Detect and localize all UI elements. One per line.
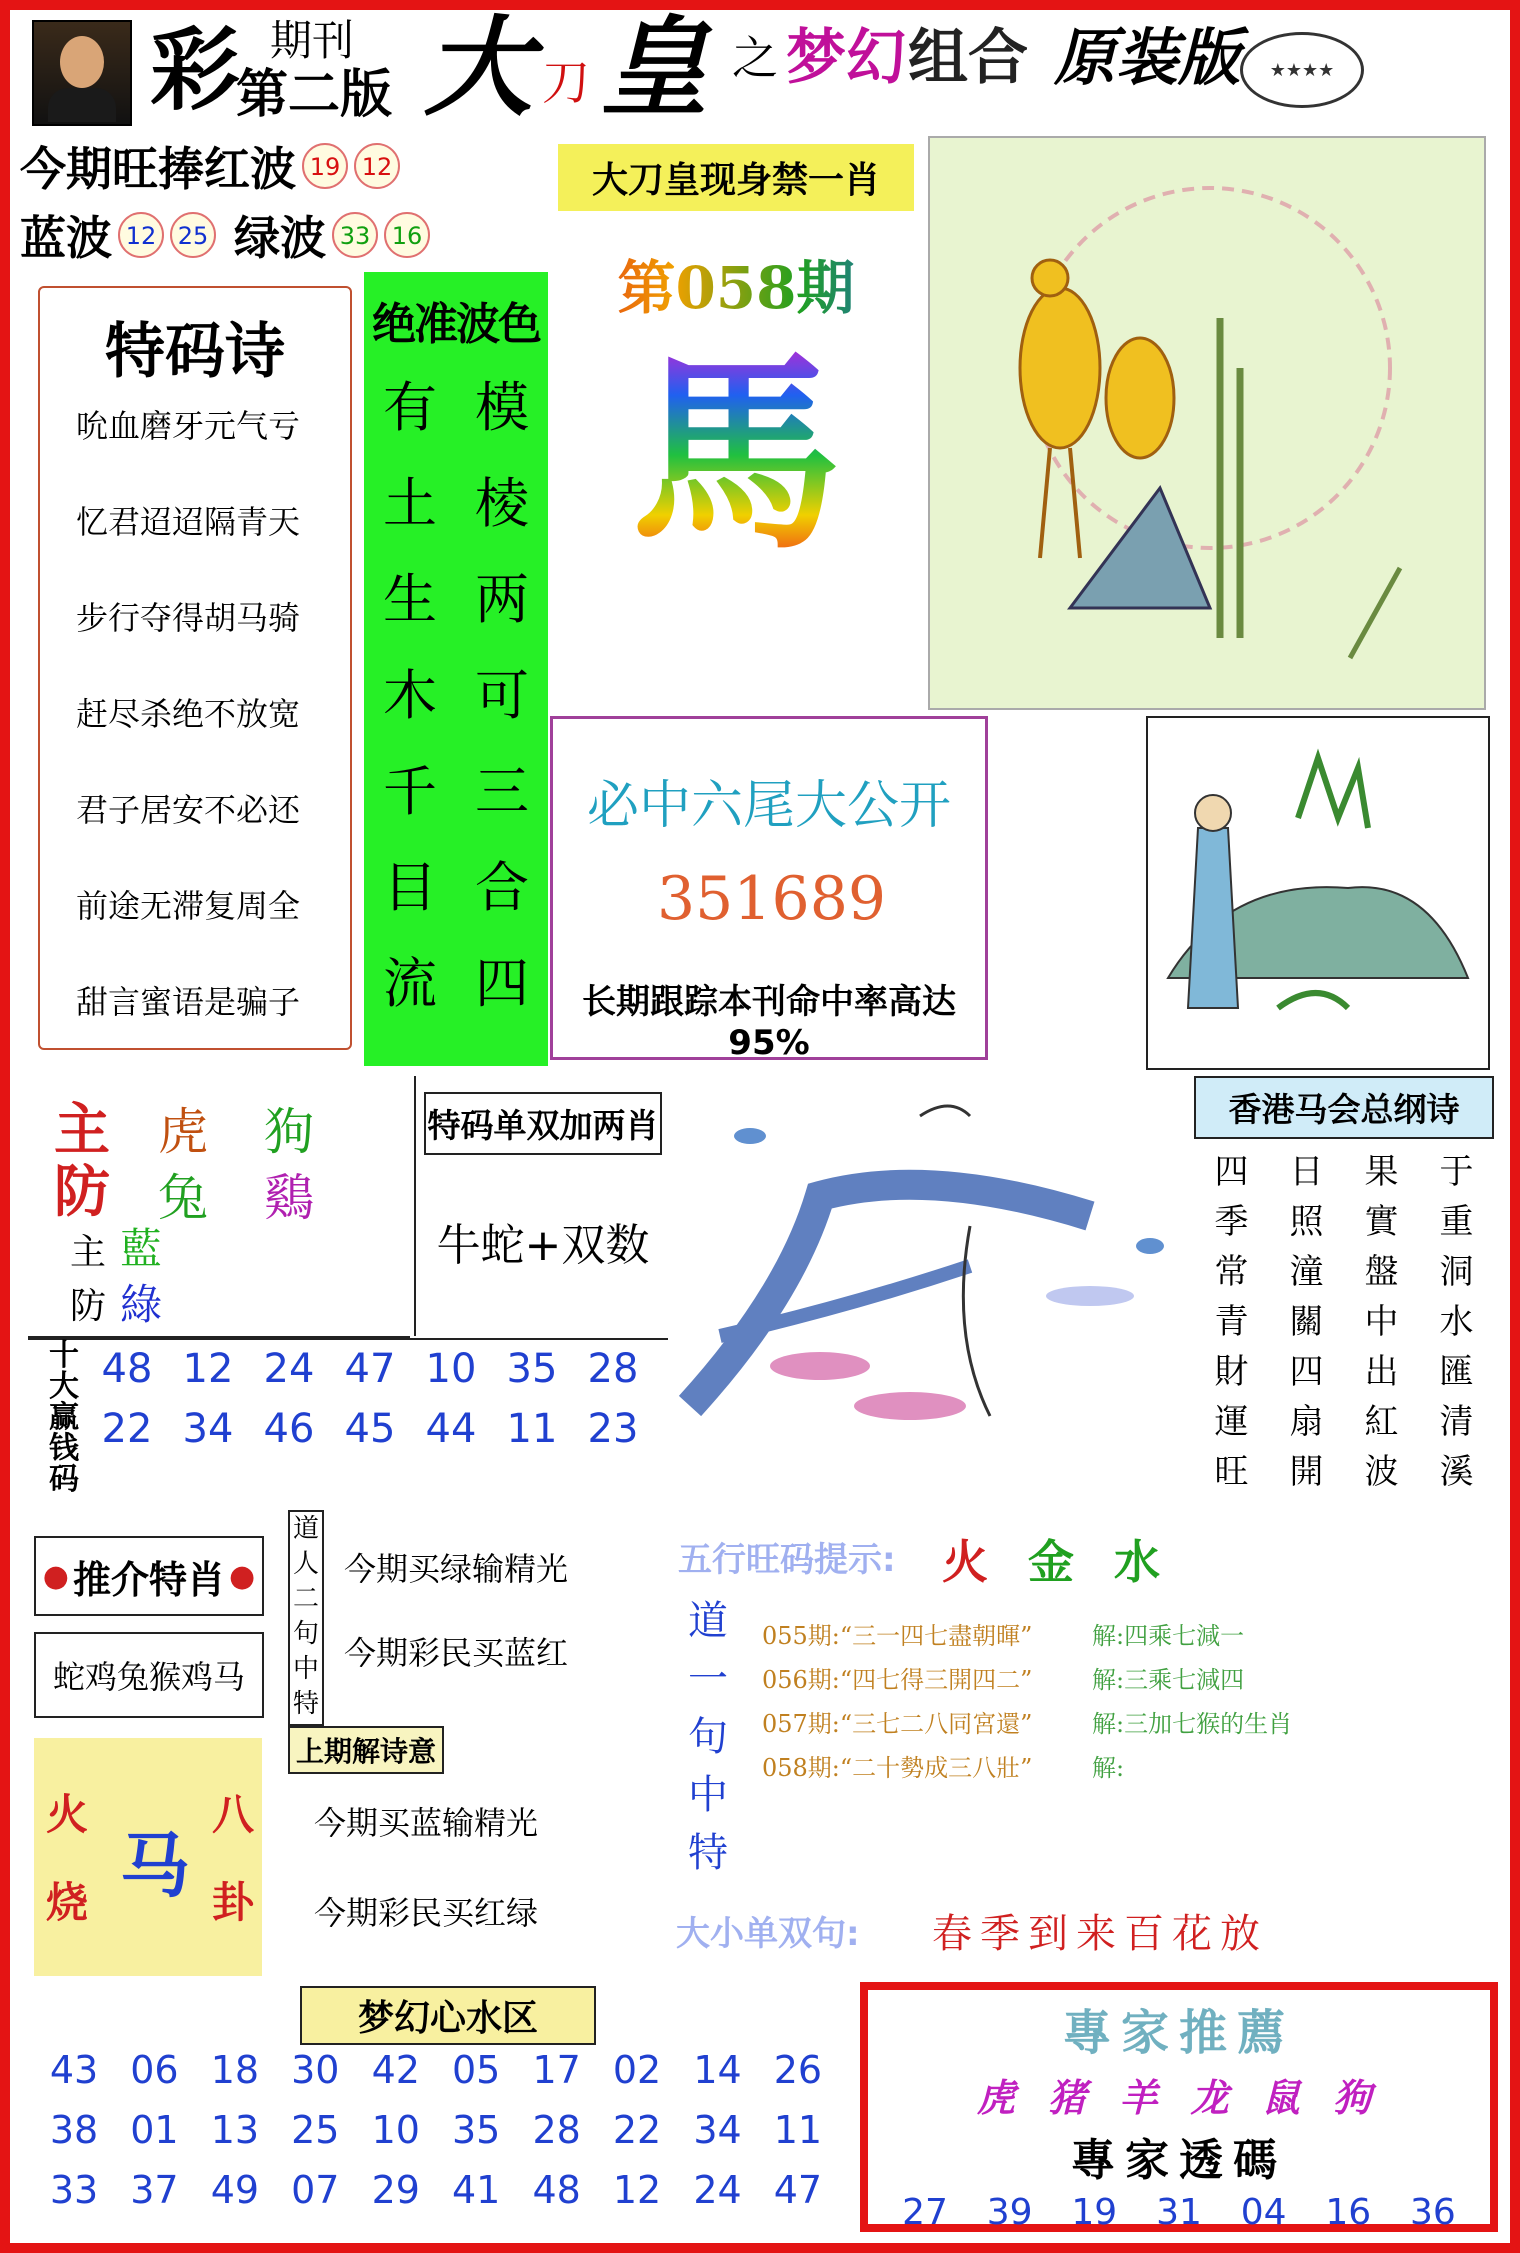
daoren-label-char: 中 — [292, 1654, 319, 1684]
dream-zone-number: 33 — [49, 2168, 99, 2212]
top10-row1 — [90, 1346, 650, 1392]
element-metal: 金 — [1028, 1535, 1074, 1589]
poem-line: 君子居安不必还 — [76, 791, 301, 829]
riddle-rows — [762, 1616, 1462, 1792]
dream-zone-number: 42 — [371, 2048, 420, 2092]
top10-number: 11 — [506, 1406, 558, 1452]
hk-poem-char: 紅 — [1364, 1402, 1399, 1442]
header-dream: 梦幻 — [786, 23, 906, 93]
header-dao: 刀 — [542, 55, 591, 111]
wave-color-char: 三 — [475, 760, 529, 823]
odd-even-title: 特码单双加两肖 — [424, 1092, 662, 1155]
top10-number: 35 — [506, 1346, 558, 1392]
dream-zone-number: 35 — [452, 2108, 501, 2152]
recommend-title: 推介特肖 — [72, 1557, 225, 1602]
hk-poem-char: 潼 — [1289, 1252, 1324, 1292]
green-ball: 16 — [384, 212, 430, 258]
dream-zone-number: 26 — [773, 2048, 823, 2092]
dream-zone-number: 37 — [130, 2168, 179, 2212]
poem-line: 赶尽杀绝不放宽 — [76, 695, 301, 733]
hk-poem-char: 四 — [1214, 1152, 1249, 1192]
dream-zone-number: 29 — [371, 2168, 420, 2212]
riddle-answer: 解: — [1092, 1754, 1125, 1782]
top10-number: 48 — [101, 1346, 153, 1392]
poem-line: 前途无滞复周全 — [76, 887, 301, 925]
riddle-question: 057期:“三七二八同宮還” — [762, 1710, 1033, 1738]
hk-poem-char: 關 — [1289, 1302, 1324, 1342]
wave-color-char: 四 — [475, 952, 529, 1015]
expert-number: 19 — [1071, 2192, 1118, 2233]
dao-label — [684, 1592, 732, 1882]
poem-line: 甜言蜜语是骗子 — [76, 983, 301, 1021]
hk-poem-char: 扇 — [1289, 1402, 1324, 1442]
dream-zone-panel — [28, 1982, 856, 2232]
dream-zone-number: 41 — [452, 2168, 501, 2212]
hk-poem-char: 財 — [1214, 1352, 1249, 1392]
top10-label-char: 钱 — [49, 1431, 79, 1466]
wave-color-char: 两 — [475, 568, 529, 631]
daoren-line3: 今期买蓝输精光 — [314, 1804, 539, 1842]
daoren-line4: 今期彩民买红绿 — [314, 1894, 539, 1932]
dao-label-char: 特 — [688, 1830, 728, 1876]
daoren-line1: 今期买绿输精光 — [344, 1550, 569, 1588]
mushroom-icon: ● — [229, 1558, 256, 1594]
daoren-label-char: 特 — [292, 1689, 319, 1719]
dream-zone-rows — [36, 2048, 836, 2228]
dream-zone-number: 49 — [210, 2168, 260, 2212]
dream-zone-number: 10 — [371, 2108, 420, 2152]
expert-code-title: 專家透碼 — [1071, 2135, 1287, 2186]
daoren-line2: 今期彩民买蓝红 — [344, 1634, 569, 1672]
green-wave-label: 绿波 — [234, 211, 326, 265]
expert-number: 36 — [1410, 2192, 1456, 2233]
wave-color-char: 土 — [383, 472, 437, 535]
wave-color-char: 木 — [383, 664, 437, 727]
top10-number: 34 — [182, 1406, 234, 1452]
riddle-answer: 解:三乘七減四 — [1092, 1666, 1245, 1694]
recommend-fire-box — [34, 1738, 262, 1976]
red-ball: 19 — [302, 143, 348, 189]
hk-poem-columns — [1194, 1147, 1494, 1497]
defense-dog: 狗 — [264, 1103, 314, 1161]
header-main-title: 大 — [424, 5, 533, 131]
size-label: 大小单双句: — [676, 1914, 860, 1954]
branch-image — [670, 1076, 1190, 1466]
green-ball: 33 — [332, 212, 378, 258]
top10-number: 47 — [344, 1346, 396, 1392]
riddle-answer: 解:三加七猴的生肖 — [1092, 1710, 1293, 1738]
poem-line: 步行夺得胡马骑 — [76, 599, 301, 637]
hk-poem-char: 實 — [1364, 1202, 1399, 1242]
hk-poem-char: 日 — [1289, 1152, 1324, 1192]
hk-poem-title: 香港马会总纲诗 — [1194, 1076, 1494, 1139]
daoren-label-char: 二 — [292, 1584, 319, 1614]
top10-label-char: 大 — [49, 1369, 79, 1404]
hk-poem-char: 水 — [1439, 1302, 1474, 1342]
wave-color-char: 合 — [475, 856, 529, 919]
wave-color-char: 千 — [383, 760, 437, 823]
dao-label-char: 一 — [688, 1656, 728, 1702]
expert-animals: 虎 猪 羊 龙 鼠 狗 — [976, 2076, 1382, 2120]
header-zhi: 之 — [732, 31, 778, 85]
riddle-question: 055期:“三一四七盡朝暉” — [762, 1622, 1033, 1650]
dream-zone-title: 梦幻心水区 — [300, 1986, 596, 2045]
hk-poem-panel — [1194, 1076, 1494, 1514]
dream-zone-number: 25 — [291, 2108, 340, 2152]
defense-fang2: 防 — [70, 1286, 107, 1327]
daoren-label — [288, 1510, 324, 1726]
hk-poem-char: 照 — [1289, 1202, 1324, 1242]
dream-zone-number: 07 — [291, 2168, 340, 2212]
poem-line: 忆君迢迢隔青天 — [76, 503, 301, 541]
hk-poem-char: 溪 — [1439, 1452, 1474, 1492]
wave-color-char: 可 — [475, 664, 529, 727]
ban-panel — [548, 136, 924, 708]
fire-char: 火 — [46, 1790, 89, 1839]
portrait-photo — [32, 20, 132, 126]
ban-issue: 第058期 — [548, 241, 924, 325]
dream-zone-number: 24 — [693, 2168, 742, 2212]
hk-poem-char: 開 — [1289, 1452, 1324, 1492]
hk-poem-column — [1215, 1147, 1249, 1497]
top10-number: 45 — [344, 1406, 396, 1452]
expert-numbers — [888, 2192, 1470, 2233]
poem-lines — [40, 396, 350, 1068]
dream-zone-number: 47 — [773, 2168, 823, 2212]
dream-zone-number: 13 — [210, 2108, 260, 2152]
wave-color-title: 绝准波色 — [372, 299, 540, 350]
odd-even-panel — [414, 1076, 670, 1336]
hk-poem-char: 運 — [1214, 1402, 1249, 1442]
top10-number: 46 — [263, 1406, 315, 1452]
top10-number: 23 — [587, 1406, 639, 1452]
dao-label-char: 中 — [688, 1772, 728, 1818]
riddle-question: 058期:“二十勢成三八壯” — [762, 1754, 1033, 1782]
dao-label-char: 道 — [688, 1598, 728, 1644]
expert-number: 27 — [902, 2192, 948, 2233]
waves-panel — [20, 132, 542, 272]
expert-title: 專家推薦 — [1062, 2005, 1295, 2061]
tails-numbers: 351689 — [657, 864, 887, 934]
defense-zhu2: 主 — [70, 1232, 107, 1273]
top10-label-char: 十 — [49, 1338, 79, 1373]
hk-poem-char: 中 — [1364, 1302, 1399, 1342]
daoren-label-char: 道 — [292, 1514, 319, 1544]
recommend-center: 马 — [120, 1825, 190, 1907]
dream-zone-number: 01 — [130, 2108, 179, 2152]
dream-zone-row — [36, 2108, 836, 2168]
riddle-row — [762, 1748, 1462, 1792]
top10-label-char: 码 — [49, 1462, 79, 1497]
riddle-row — [762, 1704, 1462, 1748]
defense-rooster: 鷄 — [264, 1169, 314, 1227]
size-value: 春季到来百花放 — [932, 1911, 1268, 1957]
expert-panel — [860, 1982, 1498, 2232]
hk-poem-column — [1365, 1147, 1399, 1497]
element-water: 水 — [1114, 1535, 1160, 1589]
branch-illustration — [670, 1076, 1190, 1466]
dream-zone-number: 28 — [532, 2108, 581, 2152]
daoren-panel — [284, 1506, 668, 1982]
dream-zone-number: 43 — [49, 2048, 99, 2092]
dream-zone-number: 22 — [612, 2108, 662, 2152]
header-edition: 第二版 — [236, 65, 393, 125]
dream-zone-number: 11 — [773, 2108, 823, 2152]
hk-poem-char: 匯 — [1439, 1352, 1474, 1392]
defense-panel — [28, 1076, 410, 1338]
daoren-last-title: 上期解诗意 — [288, 1726, 444, 1774]
top10-row2 — [90, 1406, 650, 1452]
top10-number: 12 — [182, 1346, 234, 1392]
hk-poem-char: 常 — [1214, 1252, 1249, 1292]
top10-number: 28 — [587, 1346, 639, 1392]
fire-char: 烧 — [46, 1878, 89, 1927]
dream-zone-number: 48 — [532, 2168, 581, 2212]
hk-poem-char: 青 — [1214, 1302, 1249, 1342]
daoren-label-char: 人 — [292, 1549, 319, 1579]
daoren-label-char: 句 — [292, 1619, 319, 1649]
top10-label-char: 赢 — [49, 1400, 79, 1435]
hk-poem-char: 波 — [1364, 1452, 1399, 1492]
header-qikan: 期刊 — [270, 16, 355, 65]
hk-poem-char: 四 — [1289, 1352, 1324, 1392]
ban-zodiac: 馬 — [548, 335, 924, 575]
hk-poem-char: 清 — [1439, 1402, 1474, 1442]
poem-line: 吮血磨牙元气亏 — [76, 407, 301, 445]
expert-number: 39 — [986, 2192, 1033, 2233]
blue-ball: 25 — [170, 212, 216, 258]
tails-title: 必中六尾大公开 — [586, 776, 951, 836]
hk-poem-char: 于 — [1439, 1152, 1474, 1192]
dream-zone-row — [36, 2168, 836, 2228]
seal-stamp: ★★★★ — [1240, 32, 1364, 108]
hk-poem-column — [1440, 1147, 1474, 1497]
wave-color-col1 — [383, 360, 437, 1032]
top10-label — [36, 1340, 92, 1495]
dream-zone-number: 18 — [210, 2048, 260, 2092]
dream-zone-number: 38 — [49, 2108, 99, 2152]
mushroom-icon: ● — [42, 1558, 69, 1594]
defense-blue: 藍 — [120, 1224, 163, 1273]
riddle-row — [762, 1660, 1462, 1704]
dream-zone-number: 06 — [130, 2048, 179, 2092]
expert-number: 04 — [1240, 2192, 1287, 2233]
wave-color-char: 流 — [383, 952, 437, 1015]
sage-illustration — [1146, 716, 1490, 1070]
top10-panel — [28, 1338, 668, 1510]
riddle-question: 056期:“四七得三開四二” — [762, 1666, 1033, 1694]
bagua-char: 八 — [212, 1790, 255, 1839]
dream-zone-number: 30 — [291, 2048, 340, 2092]
dream-zone-number: 05 — [452, 2048, 501, 2092]
wave-color-char: 生 — [383, 568, 437, 631]
defense-green: 綠 — [120, 1280, 163, 1329]
red-wave-label: 今期旺捧红波 — [20, 142, 296, 196]
hk-poem-char: 旺 — [1214, 1452, 1249, 1492]
sage-image — [1148, 718, 1488, 1068]
hk-poem-column — [1290, 1147, 1324, 1497]
wave-color-char: 目 — [383, 856, 437, 919]
expert-number: 16 — [1325, 2192, 1372, 2233]
hk-poem-char: 果 — [1364, 1152, 1399, 1192]
wave-color-panel — [364, 272, 548, 1066]
element-fire: 火 — [942, 1535, 988, 1589]
recommend-panel — [28, 1506, 272, 1982]
hk-poem-char: 洞 — [1439, 1252, 1474, 1292]
top10-number: 10 — [425, 1346, 477, 1392]
hk-poem-char: 季 — [1214, 1202, 1249, 1242]
header-original: 原装版 — [1054, 21, 1241, 94]
blue-wave-label: 蓝波 — [20, 211, 112, 265]
header-combo: 组合 — [908, 23, 1028, 93]
bagua-char: 卦 — [212, 1878, 255, 1927]
riddle-answer: 解:四乘七減一 — [1092, 1622, 1245, 1650]
defense-zhu: 主 — [54, 1097, 110, 1163]
odd-even-value: 牛蛇+双数 — [436, 1220, 650, 1271]
wave-color-col2 — [475, 360, 529, 1032]
dream-zone-number: 17 — [532, 2048, 581, 2092]
riddle-row — [762, 1616, 1462, 1660]
header-huang: 皇 — [600, 5, 709, 131]
wave-color-char: 有 — [383, 376, 437, 439]
defense-fang: 防 — [54, 1159, 110, 1225]
red-ball: 12 — [354, 143, 400, 189]
tails-note: 长期跟踪本刊命中率高达95% — [582, 982, 956, 1063]
poem-panel — [38, 286, 352, 1050]
top10-number: 22 — [101, 1406, 153, 1452]
header — [14, 5, 1506, 131]
top10-number: 44 — [425, 1406, 477, 1452]
header-cai: 彩 — [150, 17, 240, 123]
recommend-value: 蛇鸡兔猴鸡马 — [34, 1632, 264, 1718]
dream-zone-number: 12 — [612, 2168, 662, 2212]
wave-color-char: 棱 — [475, 472, 529, 535]
hk-poem-char: 重 — [1439, 1202, 1474, 1242]
five-elements-label: 五行旺码提示: — [678, 1540, 896, 1580]
tails-panel — [550, 716, 988, 1063]
crane-illustration — [928, 136, 1486, 710]
hk-poem-char: 出 — [1364, 1352, 1399, 1392]
top10-number: 24 — [263, 1346, 315, 1392]
defense-rabbit: 兔 — [158, 1169, 208, 1227]
expert-number: 31 — [1156, 2192, 1202, 2233]
dream-zone-number: 14 — [693, 2048, 742, 2092]
defense-tiger: 虎 — [158, 1103, 208, 1161]
poem-title: 特码诗 — [105, 317, 285, 387]
wave-color-char: 模 — [475, 376, 529, 439]
five-elements-panel — [670, 1506, 1492, 1982]
dream-zone-row — [36, 2048, 836, 2108]
dream-zone-number: 34 — [693, 2108, 742, 2152]
dao-label-char: 句 — [688, 1714, 728, 1760]
crane-image — [930, 138, 1484, 708]
blue-ball: 12 — [118, 212, 164, 258]
ban-title: 大刀皇现身禁一肖 — [558, 144, 914, 211]
dream-zone-number: 02 — [612, 2048, 662, 2092]
hk-poem-char: 盤 — [1364, 1252, 1399, 1292]
